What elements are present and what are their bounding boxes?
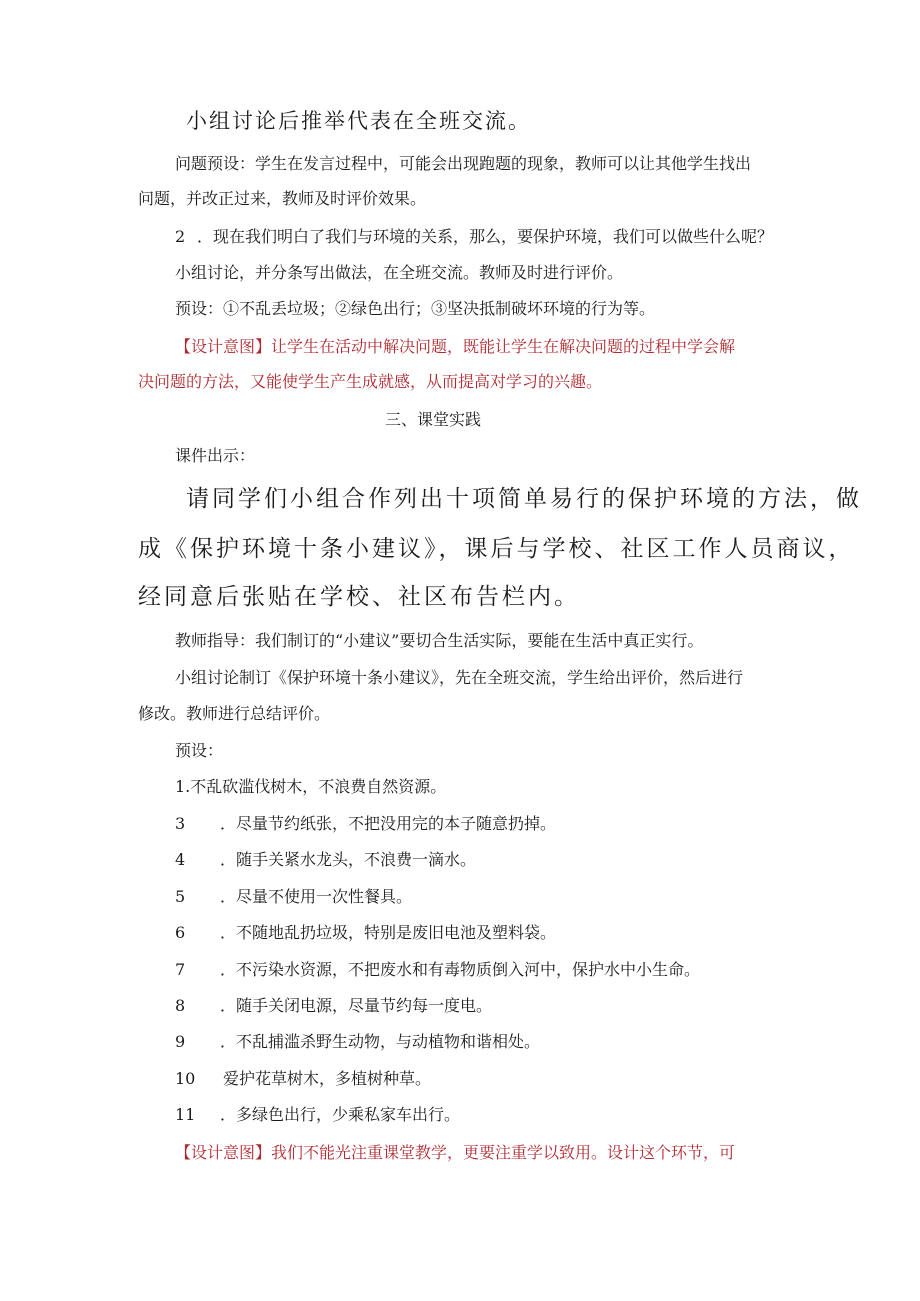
list-item-text: ．不随地乱扔垃圾，特别是废旧电池及塑料袋。 xyxy=(220,923,557,942)
group-formulate: 小组讨论制订《保护环境十条小建议》，先在全班交流，学生给出评价，然后进行 xyxy=(175,668,744,687)
list-item-number: 9 xyxy=(175,1032,186,1051)
teacher-guidance: 教师指导：我们制订的“小建议”要切合生活实际，要能在生活中真正实行。 xyxy=(175,631,704,650)
list-item-text: ．多绿色出行，少乘私家车出行。 xyxy=(220,1105,461,1124)
design-intent-tag: 【设计意图】 xyxy=(175,337,272,356)
design-intent-text: 让学生在活动中解决问题，既能让学生在解决问题的过程中学会解 xyxy=(271,337,736,356)
design-intent-2 xyxy=(175,1142,735,1164)
list-item-text: 爱护花草树木，多植树种草。 xyxy=(223,1069,432,1088)
list-item-text: ．不污染水资源，不把废水和有毒物质倒入河中，保护水中小生命。 xyxy=(220,960,701,979)
list-item-text: ．尽量节约纸张，不把没用完的本子随意扔掉。 xyxy=(220,814,557,833)
list-item-number: 3 xyxy=(175,814,186,833)
list-item-number: 8 xyxy=(175,996,186,1015)
list-item-text: ．随手关紧水龙头，不浪费一滴水。 xyxy=(220,850,477,869)
list-item xyxy=(175,922,556,944)
list-item-number: 11 xyxy=(175,1105,196,1124)
list-item-number: 5 xyxy=(175,887,186,906)
question-number: 2 xyxy=(175,227,186,246)
list-item-text: ．不乱捕滥杀野生动物，与动植物和谐相处。 xyxy=(220,1032,541,1051)
question-2 xyxy=(175,226,773,248)
paragraph-group-discussion: 小组讨论，并分条写出做法，在全班交流。教师及时进行评价。 xyxy=(175,263,624,282)
list-item xyxy=(175,995,492,1017)
list-item xyxy=(175,813,556,835)
list-item xyxy=(175,1068,431,1090)
paragraph-preset-list: 预设：①不乱丢垃圾；②绿色出行；③坚决抵制破坏环境的行为等。 xyxy=(175,299,656,318)
list-item xyxy=(175,1104,460,1126)
design-intent-text: 我们不能光注重课堂教学，更要注重学以致用。设计这个环节，可 xyxy=(271,1143,736,1162)
design-intent-1-cont: 决问题的方法，又能使学生产生成就感，从而提高对学习的兴趣。 xyxy=(138,372,603,391)
list-item-number: 7 xyxy=(175,960,186,979)
paragraph-problem-preset-cont: 问题，并改正过来，教师及时评价效果。 xyxy=(138,189,427,208)
courseware-text-2: 成《保护环境十条小建议》，课后与学校、社区工作人员商议， xyxy=(138,536,855,562)
paragraph-problem-preset: 问题预设：学生在发言过程中，可能会出现跑题的现象，教师可以让其他学生找出 xyxy=(175,154,752,173)
list-item: 1.不乱砍滥伐树木，不浪费自然资源。 xyxy=(175,777,447,796)
section-heading: 三、课堂实践 xyxy=(385,410,482,429)
list-item-number: 4 xyxy=(175,850,186,869)
paragraph-group-report: 小组讨论后推举代表在全班交流。 xyxy=(186,109,531,133)
list-item-text: ．尽量不使用一次性餐具。 xyxy=(220,887,413,906)
list-item-number: 10 xyxy=(175,1069,196,1088)
question-text: ．现在我们明白了我们与环境的关系，那么，要保护环境，我们可以做些什么呢？ xyxy=(197,227,774,246)
design-intent-1 xyxy=(175,336,735,358)
list-item xyxy=(175,886,412,908)
courseware-label: 课件出示： xyxy=(175,446,256,465)
courseware-text-1: 请同学们小组合作列出十项简单易行的保护环境的方法，做 xyxy=(186,486,862,512)
design-intent-tag: 【设计意图】 xyxy=(175,1143,272,1162)
list-item-text: ．随手关闭电源，尽量节约每一度电。 xyxy=(220,996,493,1015)
list-item xyxy=(175,849,476,871)
courseware-text-3: 经同意后张贴在学校、社区布告栏内。 xyxy=(138,584,580,610)
list-item-number: 6 xyxy=(175,923,186,942)
preset-label: 预设： xyxy=(175,741,224,760)
list-item xyxy=(175,959,700,981)
list-item xyxy=(175,1031,540,1053)
group-formulate-cont: 修改。教师进行总结评价。 xyxy=(138,704,331,723)
